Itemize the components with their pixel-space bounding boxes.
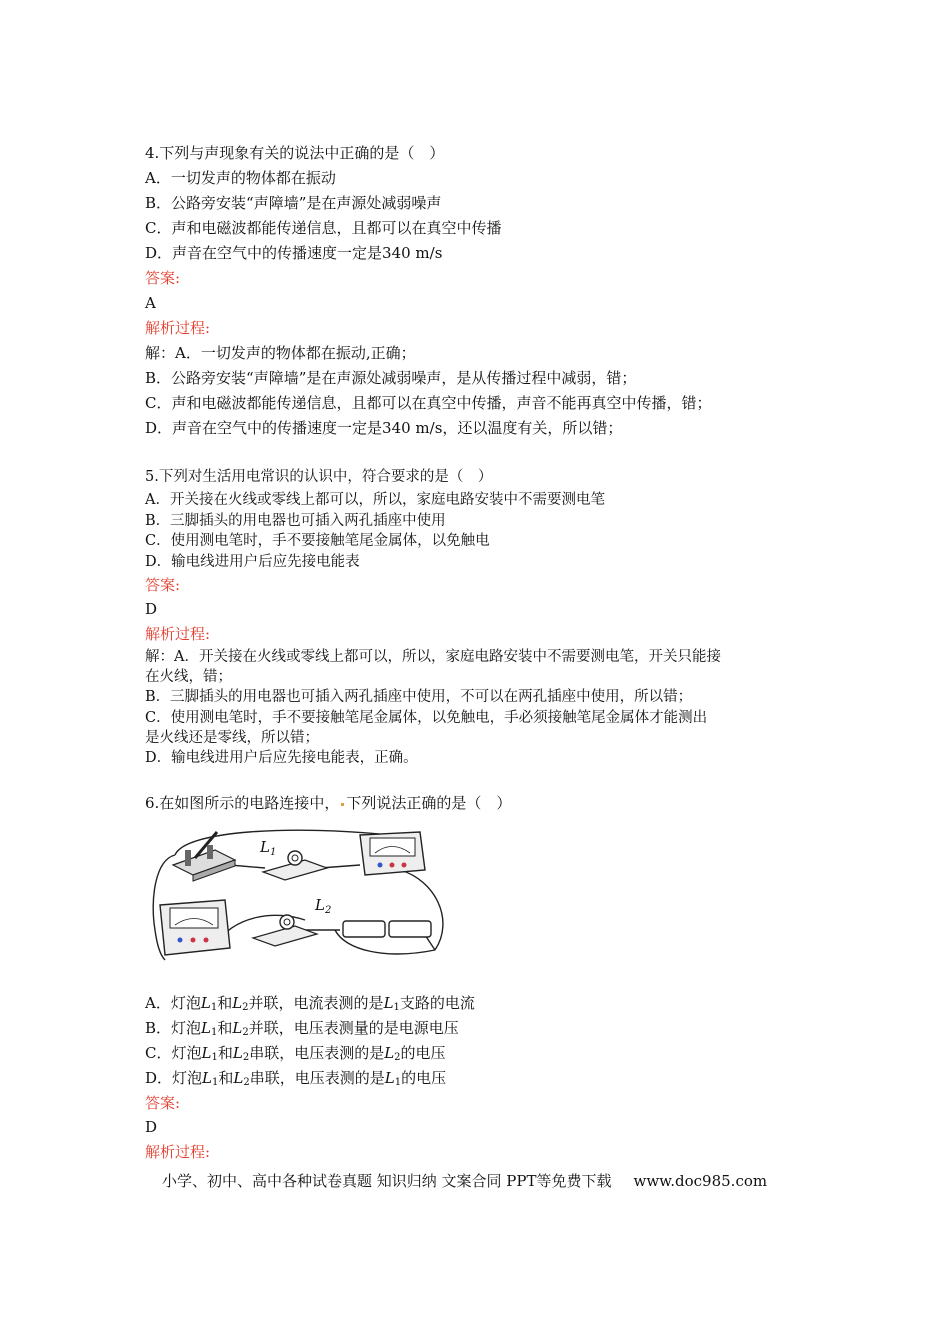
q5-option-d: D．输电线进用户后应先接电能表 — [145, 554, 360, 570]
q5-analysis-line-5: 是火线还是零线，所以错； — [145, 730, 319, 746]
q6-option-d: D．灯泡$L_1$和$L_2$串联，电压表测的是$L_1$的电压 — [145, 1069, 447, 1088]
q5-stem: 5.下列对生活用电常识的认识中，符合要求的是（ ） — [145, 469, 493, 485]
q5-option-b: B．三脚插头的用电器也可插入两孔插座中使用 — [145, 513, 446, 529]
q4-option-a: A．一切发声的物体都在振动 — [145, 169, 336, 187]
q5-analysis-line-2: 在火线，错； — [145, 669, 232, 685]
q5-analysis-line-3: B．三脚插头的用电器也可插入两孔插座中使用，不可以在两孔插座中使用，所以错； — [145, 689, 693, 705]
q4-analysis-label: 解析过程: — [145, 319, 211, 337]
page-footer — [162, 1170, 767, 1191]
q6-stem — [145, 793, 511, 813]
q6-answer-label: 答案: — [145, 1094, 181, 1112]
footer-url[interactable]: www.doc985.com — [633, 1172, 768, 1190]
q6-option-b: B．灯泡$L_1$和$L_2$并联，电压表测量的是电源电压 — [145, 1019, 459, 1038]
q6-answer: D — [145, 1118, 158, 1136]
stray-mark — [341, 803, 344, 806]
q5-analysis-line-1: 解：A．开关接在火线或零线上都可以，所以，家庭电路安装中不需要测电笔，开关只能接 — [145, 649, 721, 665]
q6-option-c: C．灯泡$L_1$和$L_2$串联，电压表测的是$L_2$的电压 — [145, 1044, 446, 1063]
meter-bottom-left-icon — [160, 900, 230, 955]
q6-stem-part-2: 下列说法正确的是（ ） — [346, 794, 512, 812]
q4-option-b: B．公路旁安装“声障墙”是在声源处减弱噪声 — [145, 194, 442, 212]
q6-stem-part-1: 6.在如图所示的电路连接中， — [145, 794, 340, 812]
circuit-diagram — [145, 820, 445, 970]
battery-pack-icon — [343, 921, 431, 937]
label-l2: $L_2$ — [315, 896, 332, 916]
meter-top-right-icon — [360, 832, 425, 875]
q4-answer-label: 答案: — [145, 269, 181, 287]
wire-right — [400, 870, 443, 950]
q6-analysis-label: 解析过程: — [145, 1143, 211, 1161]
q4-analysis-line-4: D．声音在空气中的传播速度一定是340 m/s，还以温度有关，所以错； — [145, 419, 623, 437]
switch-icon — [173, 832, 235, 881]
q4-option-d: D．声音在空气中的传播速度一定是340 m/s — [145, 244, 443, 262]
q5-analysis-line-6: D．输电线进用户后应先接电能表，正确。 — [145, 750, 418, 766]
q4-analysis-line-1: 解：A．一切发声的物体都在振动,正确； — [145, 344, 416, 362]
q5-option-c: C．使用测电笔时，手不要接触笔尾金属体，以免触电 — [145, 533, 490, 549]
lamp-l2-icon — [253, 915, 317, 946]
q5-analysis-label: 解析过程: — [145, 625, 211, 643]
q6-option-a: A．灯泡$L_1$和$L_2$并联，电流表测的是$L_1$支路的电流 — [145, 994, 475, 1013]
q4-analysis-line-2: B．公路旁安装“声障墙”是在声源处减弱噪声，是从传播过程中减弱，错； — [145, 369, 637, 387]
q5-answer: D — [145, 600, 158, 618]
q5-answer-label: 答案: — [145, 576, 181, 594]
footer-text: 小学、初中、高中各种试卷真题 知识归纳 文案合同 PPT等免费下载 — [162, 1172, 612, 1190]
q4-option-c: C．声和电磁波都能传递信息，且都可以在真空中传播 — [145, 219, 502, 237]
label-l1: $L_1$ — [260, 838, 277, 858]
q4-analysis-line-3: C．声和电磁波都能传递信息，且都可以在真空中传播，声音不能再真空中传播，错； — [145, 394, 712, 412]
q4-answer: A — [145, 294, 156, 312]
q4-stem: 4.下列与声现象有关的说法中正确的是（ ） — [145, 144, 445, 162]
q5-analysis-line-4: C．使用测电笔时，手不要接触笔尾金属体，以免触电，手必须接触笔尾金属体才能测出 — [145, 710, 708, 726]
q5-option-a: A．开关接在火线或零线上都可以，所以，家庭电路安装中不需要测电笔 — [145, 492, 605, 508]
